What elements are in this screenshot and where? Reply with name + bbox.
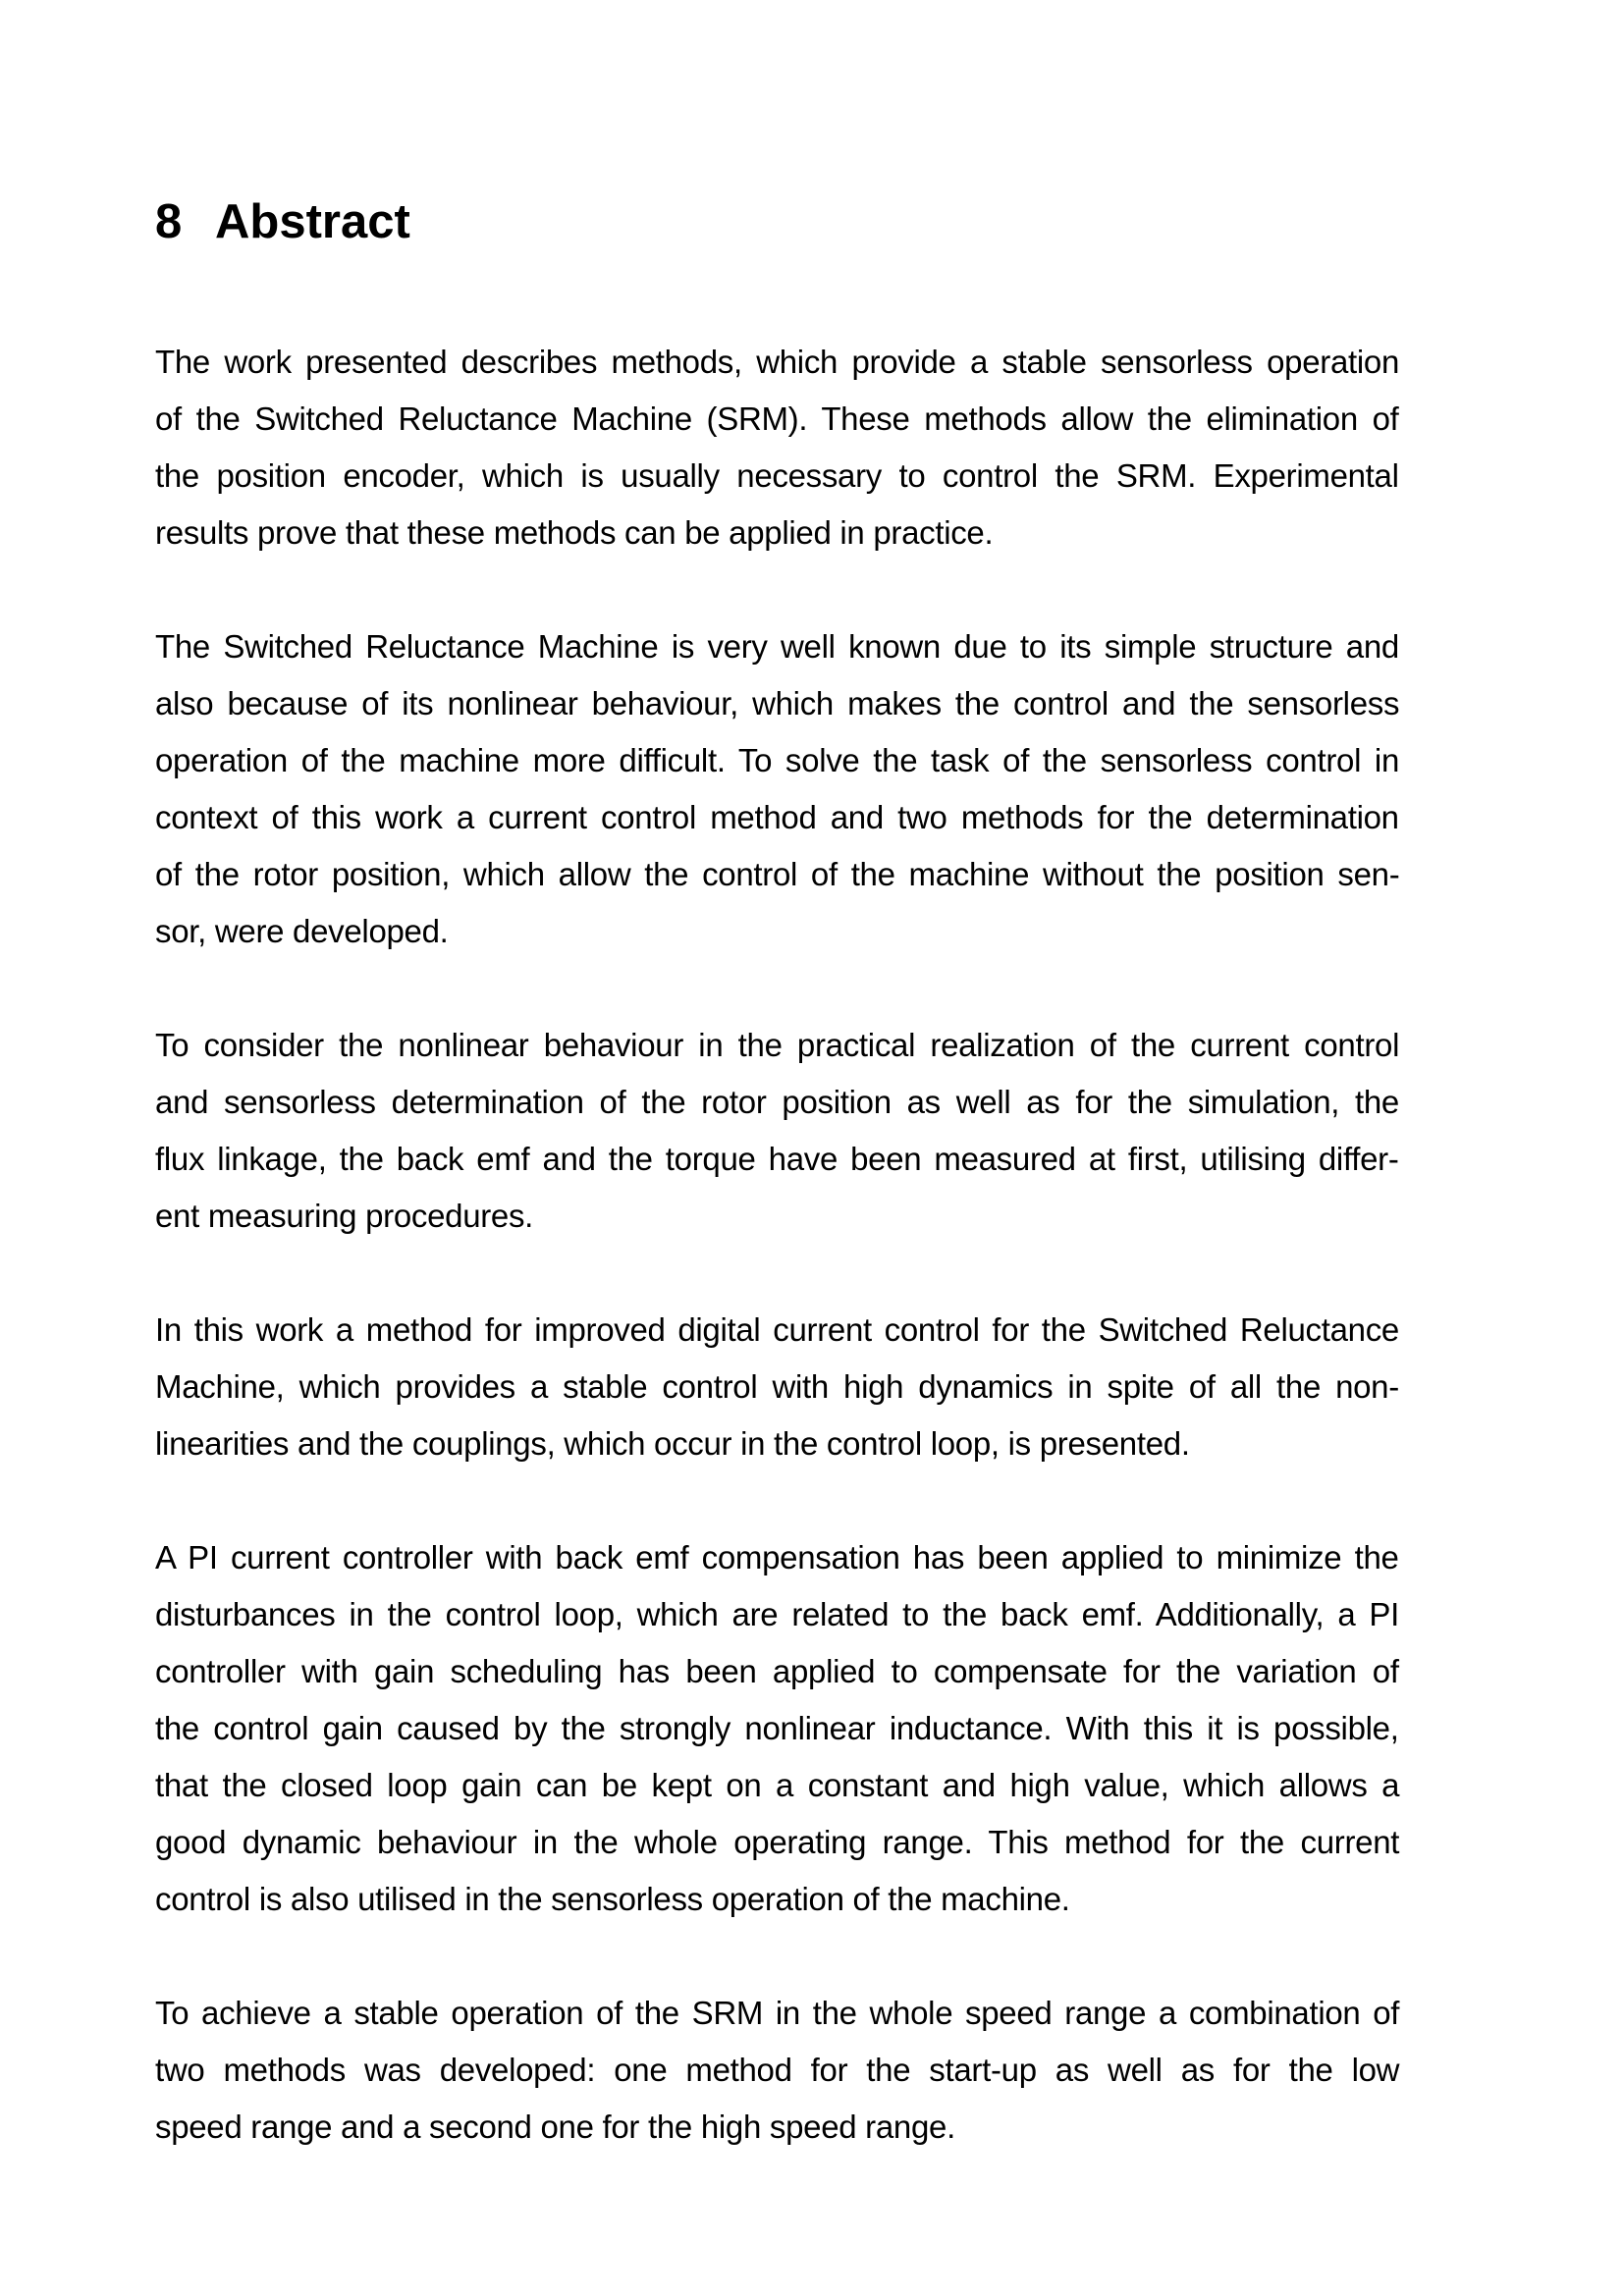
section-title: Abstract — [215, 195, 410, 248]
text-line: linearities and the couplings, which occur in the control loop, is presented. — [155, 1425, 1190, 1462]
paragraph — [155, 1017, 1399, 1245]
text-line: also because of its nonlinear behaviour, which makes the control and the sensorless — [155, 685, 1400, 721]
text-line: The Switched Reluctance Machine is very well known due to its simple structure and — [155, 628, 1399, 665]
paragraph — [155, 1529, 1399, 1928]
section-heading — [155, 192, 410, 251]
paragraph — [155, 334, 1399, 561]
text-line: two methods was developed: one method for the start-up as well as for the low — [155, 2052, 1400, 2088]
text-line: In this work a method for improved digital current control for the Switched Reluctance — [155, 1311, 1399, 1348]
text-line: To achieve a stable operation of the SRM in the whole speed range a combination of — [155, 1995, 1400, 2031]
abstract-body — [155, 334, 1399, 2213]
text-line: sor, were developed. — [155, 913, 449, 949]
text-line: controller with gain scheduling has been applied to compensate for the variation of — [155, 1653, 1399, 1689]
text-line: of the Switched Reluctance Machine (SRM). These methods allow the elimination of — [155, 400, 1399, 437]
text-line: To consider the nonlinear behaviour in the practical realization of the current control — [155, 1027, 1400, 1063]
text-line: of the rotor position, which allow the control of the machine without the position sen- — [155, 856, 1400, 892]
text-line: disturbances in the control loop, which are related to the back emf. Additionally, a PI — [155, 1596, 1399, 1632]
paragraph — [155, 618, 1399, 960]
text-line: control is also utilised in the sensorless operation of the machine. — [155, 1881, 1070, 1917]
text-line: and sensorless determination of the rotor position as well as for the simulation, the — [155, 1084, 1399, 1120]
text-line: that the closed loop gain can be kept on a constant and high value, which allows a — [155, 1767, 1400, 1803]
section-number: 8 — [155, 195, 183, 248]
text-line: results prove that these methods can be applied in practice. — [155, 514, 994, 551]
text-line: good dynamic behaviour in the whole operating range. This method for the current — [155, 1824, 1400, 1860]
text-line: flux linkage, the back emf and the torque have been measured at first, utilising differ- — [155, 1141, 1399, 1177]
text-line: ent measuring procedures. — [155, 1198, 534, 1234]
paragraph — [155, 1302, 1399, 1472]
text-line: Machine, which provides a stable control with high dynamics in spite of all the non- — [155, 1368, 1399, 1405]
text-line: speed range and a second one for the high speed range. — [155, 2109, 955, 2145]
text-line: A PI current controller with back emf compensation has been applied to minimize the — [155, 1539, 1399, 1575]
text-line: The work presented describes methods, which provide a stable sensorless operation — [155, 344, 1400, 380]
paragraph — [155, 1985, 1399, 2156]
text-line: the control gain caused by the strongly nonlinear inductance. With this it is possible, — [155, 1710, 1399, 1746]
text-line: the position encoder, which is usually necessary to control the SRM. Experimental — [155, 457, 1399, 494]
text-line: operation of the machine more difficult. To solve the task of the sensorless control in — [155, 742, 1400, 778]
text-line: context of this work a current control method and two methods for the determination — [155, 799, 1399, 835]
